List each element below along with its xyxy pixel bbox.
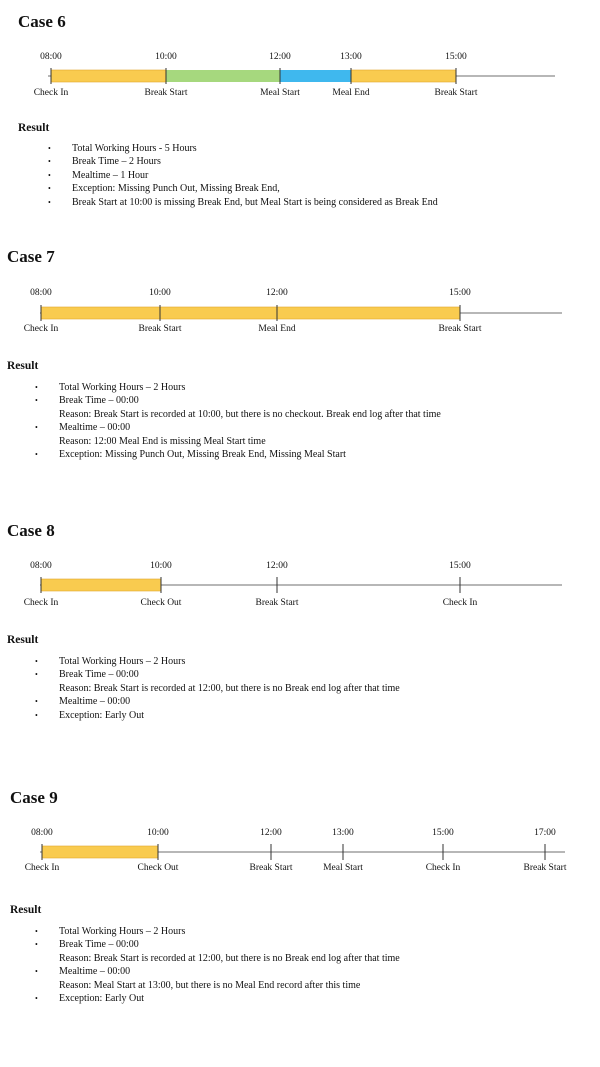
result-text: Reason: Meal Start at 13:00, but there is no Meal End record after this time — [59, 979, 361, 991]
bullet-icon: • — [48, 184, 51, 194]
bullet-icon: • — [48, 157, 51, 167]
result-item — [35, 668, 400, 695]
result-text: Total Working Hours – 2 Hours — [59, 656, 186, 667]
time-label: 12:00 — [266, 561, 288, 571]
time-label: 10:00 — [147, 828, 169, 838]
result-item — [35, 381, 441, 394]
bullet-icon: • — [48, 197, 51, 207]
result-text: Total Working Hours - 5 Hours — [72, 143, 197, 154]
timeline — [0, 782, 600, 882]
result-list — [35, 925, 400, 1005]
time-label: 12:00 — [269, 52, 291, 62]
result-item — [35, 709, 400, 722]
result-text: Reason: 12:00 Meal End is missing Meal Start time — [59, 435, 266, 447]
time-label: 12:00 — [266, 288, 288, 298]
timeline — [0, 0, 600, 100]
event-label: Meal Start — [260, 88, 300, 98]
case-7 — [0, 240, 600, 510]
time-label: 17:00 — [534, 828, 556, 838]
result-item — [35, 448, 441, 461]
time-label: 15:00 — [449, 288, 471, 298]
timeline-segment — [351, 70, 456, 82]
timeline-segment — [51, 70, 166, 82]
result-text: Total Working Hours – 2 Hours — [59, 382, 186, 393]
bullet-icon: • — [35, 994, 38, 1004]
timeline — [0, 514, 600, 614]
event-label: Break Start — [255, 598, 299, 608]
result-text: Break Time – 00:00 — [59, 669, 139, 681]
time-label: 13:00 — [340, 52, 362, 62]
result-text: Break Start at 10:00 is missing Break End, but Meal Start is being considered as Break End — [72, 196, 438, 208]
result-item — [35, 394, 441, 421]
result-item — [48, 182, 438, 195]
timeline — [0, 240, 600, 340]
time-label: 08:00 — [40, 52, 62, 62]
result-text: Mealtime – 00:00 — [59, 422, 131, 434]
result-text: Mealtime – 00:00 — [59, 966, 131, 978]
result-text: Break Time – 2 Hours — [72, 156, 161, 168]
result-item — [35, 938, 400, 965]
time-label: 10:00 — [155, 52, 177, 62]
event-label: Check In — [23, 598, 59, 608]
event-label: Check In — [442, 598, 478, 608]
event-label: Check In — [24, 863, 60, 873]
case-title: Case 9 — [10, 788, 58, 807]
event-label: Check In — [33, 88, 69, 98]
event-label: Break Start — [523, 863, 567, 873]
bullet-icon: • — [48, 170, 51, 180]
result-text: Exception: Missing Punch Out, Missing Break End, — [72, 183, 280, 195]
event-label: Check In — [425, 863, 461, 873]
time-label: 08:00 — [31, 828, 53, 838]
case-title: Case 7 — [7, 247, 55, 266]
result-text: Break Time – 00:00 — [59, 395, 139, 407]
timeline-segment — [166, 70, 280, 82]
result-item — [48, 142, 438, 155]
time-label: 15:00 — [432, 828, 454, 838]
timeline-segment — [42, 846, 158, 858]
bullet-icon: • — [35, 967, 38, 977]
result-text: Mealtime – 00:00 — [59, 696, 131, 708]
time-label: 10:00 — [149, 288, 171, 298]
time-label: 15:00 — [445, 52, 467, 62]
result-text: Exception: Early Out — [59, 993, 144, 1005]
case-title: Case 8 — [7, 521, 55, 540]
event-label: Break Start — [438, 324, 482, 334]
bullet-icon: • — [35, 383, 38, 392]
time-label: 12:00 — [260, 828, 282, 838]
result-list — [35, 381, 441, 461]
result-item — [35, 421, 441, 448]
result-item — [48, 196, 438, 209]
timeline-segment — [41, 579, 161, 591]
case-6 — [0, 0, 600, 240]
case-8 — [0, 514, 600, 774]
bullet-icon: • — [35, 396, 38, 406]
bullet-icon: • — [35, 927, 38, 936]
result-text: Total Working Hours – 2 Hours — [59, 926, 186, 937]
bullet-icon: • — [48, 144, 51, 153]
result-item — [35, 992, 400, 1005]
timeline-segment — [41, 307, 460, 319]
bullet-icon: • — [35, 423, 38, 433]
event-label: Break Start — [144, 88, 188, 98]
timeline-segment — [280, 70, 351, 82]
result-title: Result — [7, 360, 39, 372]
event-label: Break Start — [434, 88, 478, 98]
result-text: Exception: Missing Punch Out, Missing Break End, Missing Meal Start — [59, 449, 346, 461]
result-text: Mealtime – 1 Hour — [72, 169, 149, 181]
case-title: Case 6 — [18, 12, 66, 31]
event-label: Meal End — [258, 324, 296, 334]
result-text: Reason: Break Start is recorded at 10:00, but there is no checkout. Break end log after that time — [59, 408, 441, 420]
event-label: Meal End — [332, 88, 370, 98]
result-text: Reason: Break Start is recorded at 12:00, but there is no Break end log after that time — [59, 682, 400, 694]
event-label: Check Out — [137, 863, 179, 873]
bullet-icon: • — [35, 697, 38, 707]
result-item — [35, 695, 400, 708]
time-label: 13:00 — [332, 828, 354, 838]
event-label: Meal Start — [323, 863, 363, 873]
result-item — [35, 655, 400, 668]
result-item — [35, 925, 400, 938]
result-item — [48, 155, 438, 168]
time-label: 08:00 — [30, 288, 52, 298]
bullet-icon: • — [35, 670, 38, 680]
result-title: Result — [18, 122, 50, 134]
result-text: Reason: Break Start is recorded at 12:00, but there is no Break end log after that time — [59, 952, 400, 964]
event-label: Check Out — [140, 598, 182, 608]
time-label: 08:00 — [30, 561, 52, 571]
time-label: 15:00 — [449, 561, 471, 571]
bullet-icon: • — [35, 450, 38, 460]
result-title: Result — [10, 904, 42, 916]
event-label: Check In — [23, 324, 59, 334]
time-label: 10:00 — [150, 561, 172, 571]
result-item — [35, 965, 400, 992]
result-list — [48, 142, 438, 209]
event-label: Break Start — [249, 863, 293, 873]
result-item — [48, 169, 438, 182]
result-text: Exception: Early Out — [59, 709, 144, 721]
case-9 — [0, 782, 600, 1067]
result-title: Result — [7, 634, 39, 646]
event-label: Break Start — [138, 324, 182, 334]
result-text: Break Time – 00:00 — [59, 939, 139, 951]
result-list — [35, 655, 400, 722]
bullet-icon: • — [35, 940, 38, 950]
bullet-icon: • — [35, 710, 38, 720]
bullet-icon: • — [35, 657, 38, 666]
